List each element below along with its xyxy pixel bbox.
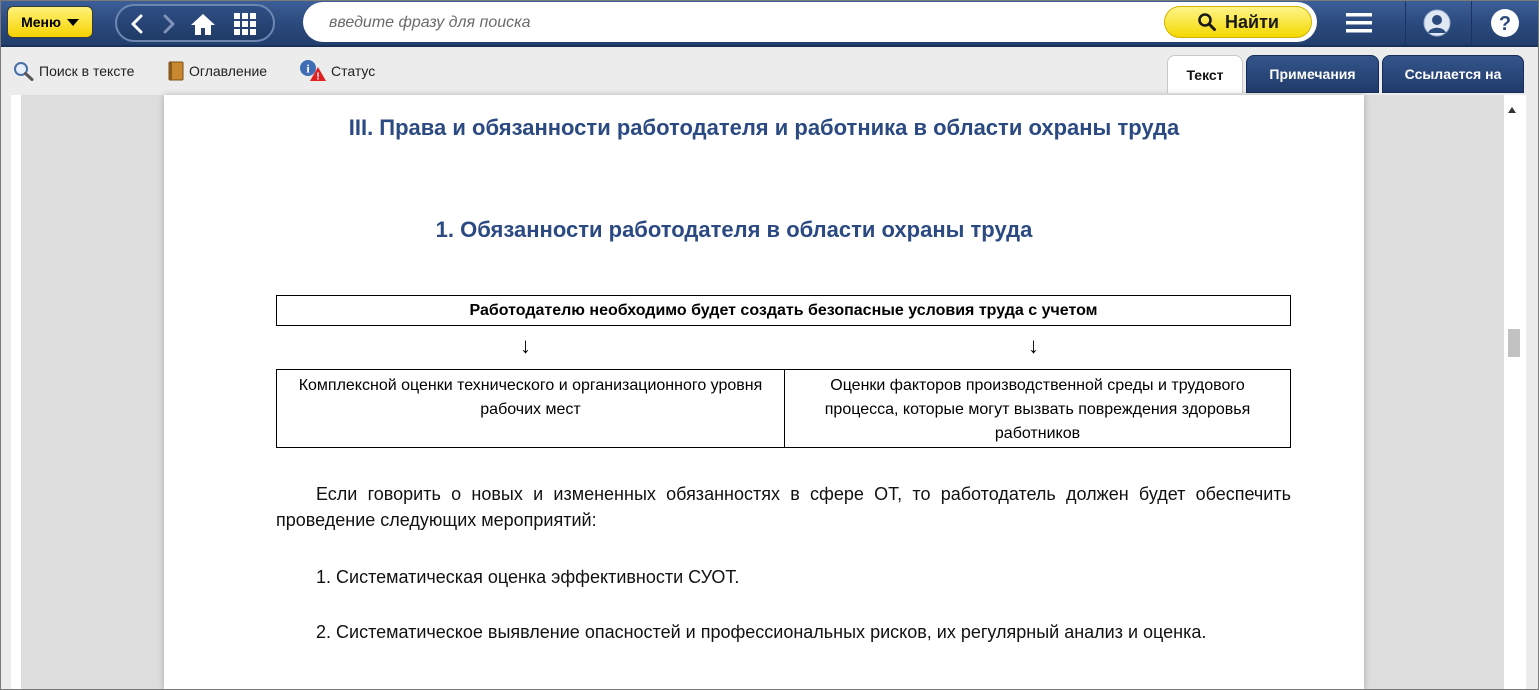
svg-text:i: i (306, 61, 310, 76)
divider (1405, 1, 1406, 45)
scrollbar-thumb[interactable] (1508, 329, 1520, 357)
menu-button[interactable] (7, 6, 93, 38)
search-in-text-button[interactable] (13, 61, 134, 81)
grid-icon[interactable] (231, 11, 259, 37)
top-bar (1, 1, 1538, 47)
tab-text-label: Текст (1186, 66, 1224, 83)
arrow-down-icon: ↓ (520, 333, 531, 358)
diagram-top-box: Работодателю необходимо будет создать безопасные условия труда с учетом (276, 295, 1291, 326)
page-margin-left (21, 95, 173, 689)
diagram-right-box: Оценки факторов производственной среды и трудового процесса, которые могут вызвать повреждения здоровья работников (824, 377, 1251, 442)
tab-notes-label: Примечания (1269, 66, 1356, 82)
document-area (11, 95, 1526, 689)
search-input[interactable] (327, 10, 1151, 36)
chevron-down-icon (67, 19, 79, 26)
nav-group (115, 4, 275, 42)
home-icon[interactable] (189, 11, 217, 37)
tab-refers-to[interactable] (1382, 55, 1524, 93)
search-bar (303, 2, 1317, 42)
document-toolbar (1, 47, 1538, 95)
arrow-down-icon: ↓ (1028, 333, 1039, 358)
tab-notes[interactable] (1246, 55, 1379, 93)
document-page (164, 95, 1364, 689)
magnifier-icon (13, 61, 35, 81)
list-item: 2. Систематическое выявление опасностей и профессиональных рисков, их регулярный анализ и оценка. (316, 622, 1207, 642)
back-icon[interactable] (123, 11, 151, 37)
tab-text[interactable] (1167, 55, 1243, 93)
page-margin-right (1364, 95, 1504, 689)
find-button-label: Найти (1225, 11, 1279, 32)
forward-icon[interactable] (155, 11, 183, 37)
diagram-left-box: Комплексной оценки технического и организационного уровня рабочих мест (277, 370, 785, 447)
diagram-bottom-row (276, 369, 1291, 448)
paragraph: Если говорить о новых и измененных обязанностях в сфере ОТ, то работодатель должен будет обеспечить проведение следующих мероприятий: (276, 484, 1291, 530)
find-button[interactable] (1164, 6, 1312, 38)
status-button[interactable] (299, 61, 375, 81)
contents-button[interactable] (167, 61, 267, 81)
divider (1471, 1, 1472, 45)
help-icon[interactable] (1483, 4, 1527, 42)
section-heading: III. Права и обязанности работодателя и работника в области охраны труда (348, 115, 1180, 140)
svg-text:!: ! (316, 71, 320, 83)
info-warning-icon (299, 59, 327, 83)
hamburger-icon[interactable] (1337, 4, 1381, 42)
svg-text:?: ? (1498, 13, 1512, 35)
book-icon (167, 61, 185, 81)
list-item: 1. Систематическая оценка эффективности СУОТ. (316, 567, 740, 587)
menu-button-label: Меню (21, 14, 61, 30)
contents-label: Оглавление (189, 63, 268, 79)
subsection-heading: 1. Обязанности работодателя в области охраны труда (435, 217, 1033, 242)
user-icon[interactable] (1415, 4, 1459, 42)
search-in-text-label: Поиск в тексте (39, 63, 135, 79)
search-icon (1197, 12, 1217, 32)
status-label: Статус (331, 63, 376, 79)
tab-refers-to-label: Ссылается на (1404, 66, 1502, 82)
scroll-up-arrow[interactable] (1508, 107, 1516, 113)
